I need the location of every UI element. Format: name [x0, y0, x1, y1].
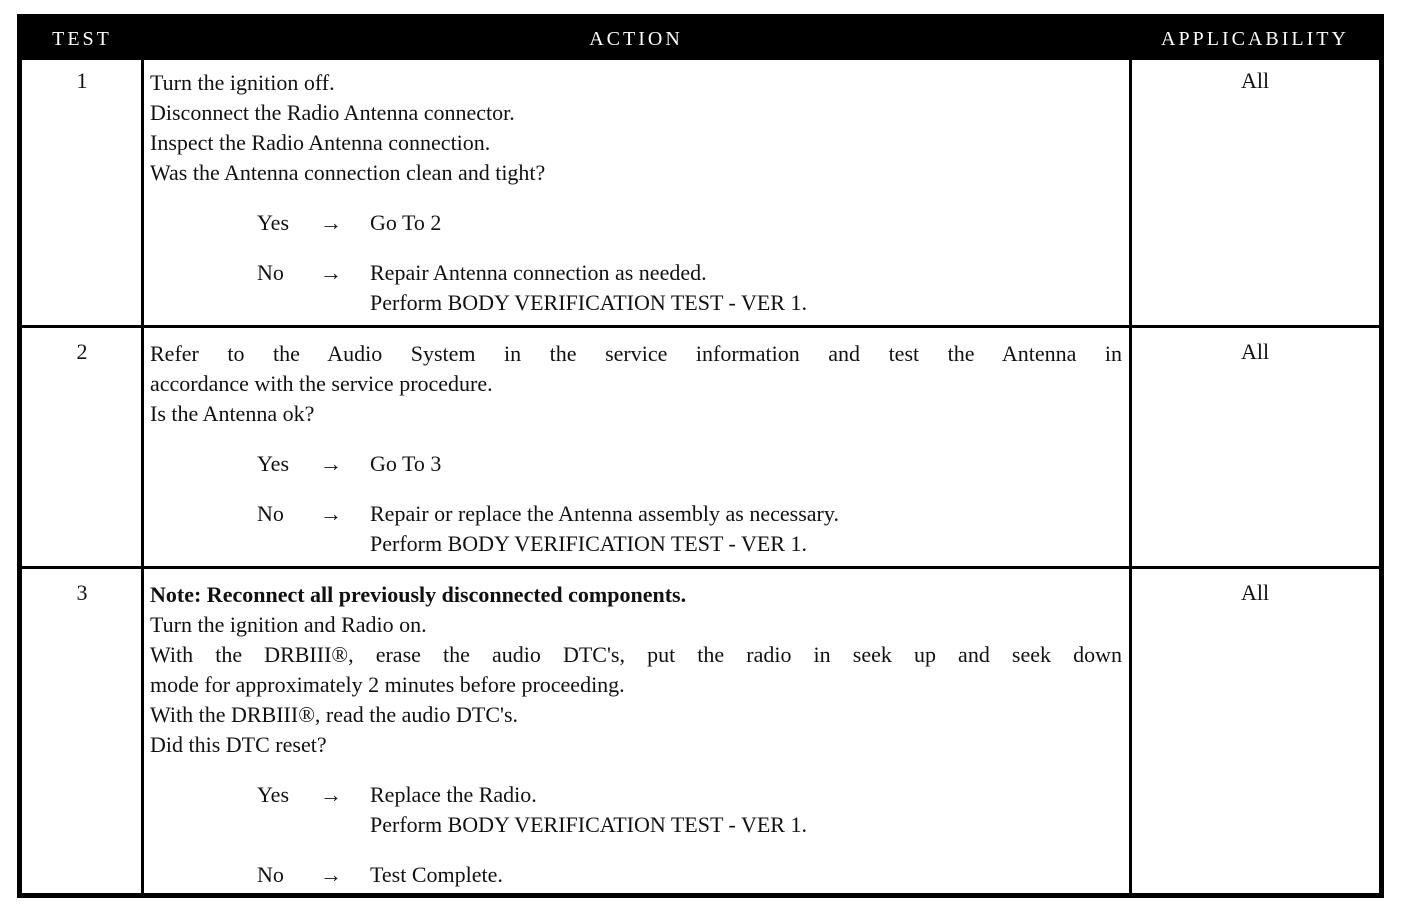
column-divider — [141, 60, 144, 893]
header-applicability: APPLICABILITY — [1161, 28, 1349, 50]
action-line: Turn the ignition off. — [150, 70, 335, 95]
arrow-icon: → — [320, 501, 342, 526]
result-line: Replace the Radio. — [370, 782, 537, 807]
action-text — [150, 339, 1122, 559]
yes-result — [370, 780, 807, 840]
arrow-icon: → — [320, 862, 342, 887]
no-branch — [150, 860, 1122, 890]
arrow-icon: → — [320, 210, 342, 235]
arrow-icon: → — [320, 782, 342, 807]
no-label: No — [257, 862, 284, 887]
no-branch — [150, 258, 1122, 318]
action-line: Inspect the Radio Antenna connection. — [150, 130, 491, 155]
yes-branch — [150, 208, 1122, 238]
test-number: 2 — [76, 339, 88, 364]
row-divider — [22, 566, 1379, 569]
applicability-value: All — [1240, 339, 1270, 364]
action-line: Disconnect the Radio Antenna connector. — [150, 100, 515, 125]
action-line: With the DRBIII®, read the audio DTC's. — [150, 702, 519, 727]
result-line: Repair or replace the Antenna assembly as necessary. — [370, 501, 839, 526]
column-divider — [1129, 60, 1132, 893]
diagnostic-table — [17, 14, 1384, 898]
header-test: TEST — [52, 28, 112, 50]
no-result — [370, 499, 839, 559]
test-number: 1 — [76, 68, 88, 93]
action-line: Is the Antenna ok? — [150, 401, 315, 426]
note-line: Note: Reconnect all previously disconnected components. — [150, 582, 687, 607]
action-line: Was the Antenna connection clean and tight? — [150, 160, 546, 185]
no-label: No — [257, 260, 284, 285]
arrow-icon: → — [320, 451, 342, 476]
result-line: Perform BODY VERIFICATION TEST - VER 1. — [370, 290, 807, 315]
action-line: Did this DTC reset? — [150, 732, 327, 757]
no-label: No — [257, 501, 284, 526]
result-line: Repair Antenna connection as needed. — [370, 260, 707, 285]
result-line: Go To 2 — [370, 210, 442, 235]
applicability-value: All — [1240, 68, 1270, 93]
yes-label: Yes — [257, 451, 290, 476]
yes-branch — [150, 449, 1122, 479]
yes-label: Yes — [257, 210, 290, 235]
row-divider — [22, 325, 1379, 328]
no-result — [370, 258, 807, 318]
applicability-value: All — [1240, 580, 1270, 605]
result-line: Perform BODY VERIFICATION TEST - VER 1. — [370, 531, 807, 556]
action-line: accordance with the service procedure. — [150, 371, 493, 396]
yes-result — [370, 208, 441, 238]
action-line: Turn the ignition and Radio on. — [150, 612, 427, 637]
result-line: Perform BODY VERIFICATION TEST - VER 1. — [370, 812, 807, 837]
result-line: Go To 3 — [370, 451, 442, 476]
no-result — [370, 860, 503, 890]
action-line: With the DRBIII®, erase the audio DTC's, put the radio in seek up and seek down — [150, 642, 1122, 667]
yes-result — [370, 449, 441, 479]
yes-branch — [150, 780, 1122, 840]
no-branch — [150, 499, 1122, 559]
yes-label: Yes — [257, 782, 290, 807]
action-text — [150, 580, 1122, 890]
arrow-icon: → — [320, 260, 342, 285]
test-number: 3 — [76, 580, 88, 605]
action-line: Refer to the Audio System in the service information and test the Antenna in — [150, 341, 1122, 366]
action-line: mode for approximately 2 minutes before proceeding. — [150, 672, 625, 697]
header-action: ACTION — [589, 28, 683, 50]
table-header — [22, 19, 1379, 60]
action-text — [150, 68, 1122, 318]
result-line: Test Complete. — [370, 862, 503, 887]
